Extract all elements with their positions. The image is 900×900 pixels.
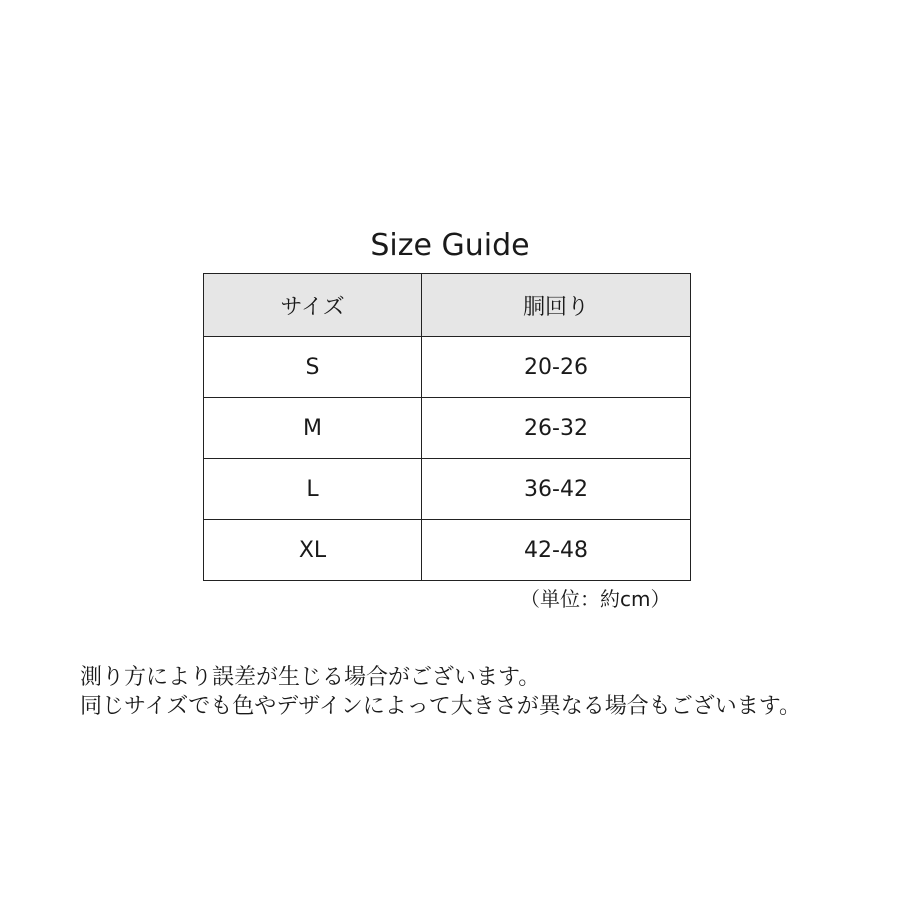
- column-header-waist: 胴回り: [422, 274, 691, 337]
- size-cell: S: [204, 337, 422, 398]
- column-header-size: サイズ: [204, 274, 422, 337]
- waist-cell: 20-26: [422, 337, 691, 398]
- notes: [80, 663, 880, 721]
- waist-cell: 36-42: [422, 459, 691, 520]
- table-row: [204, 398, 691, 459]
- table-row: [204, 337, 691, 398]
- size-cell: L: [204, 459, 422, 520]
- size-cell: XL: [204, 520, 422, 581]
- waist-cell: 42-48: [422, 520, 691, 581]
- page-title: Size Guide: [370, 228, 530, 263]
- table-row: [204, 520, 691, 581]
- table-row: [204, 459, 691, 520]
- unit-note: （単位：約cm）: [520, 587, 671, 611]
- note-line: 同じサイズでも色やデザインによって大きさが異なる場合もございます。: [80, 694, 801, 719]
- note-line: 測り方により誤差が生じる場合がございます。: [80, 665, 541, 690]
- table-header-row: [204, 274, 691, 337]
- size-cell: M: [204, 398, 422, 459]
- waist-cell: 26-32: [422, 398, 691, 459]
- size-table: [203, 273, 691, 581]
